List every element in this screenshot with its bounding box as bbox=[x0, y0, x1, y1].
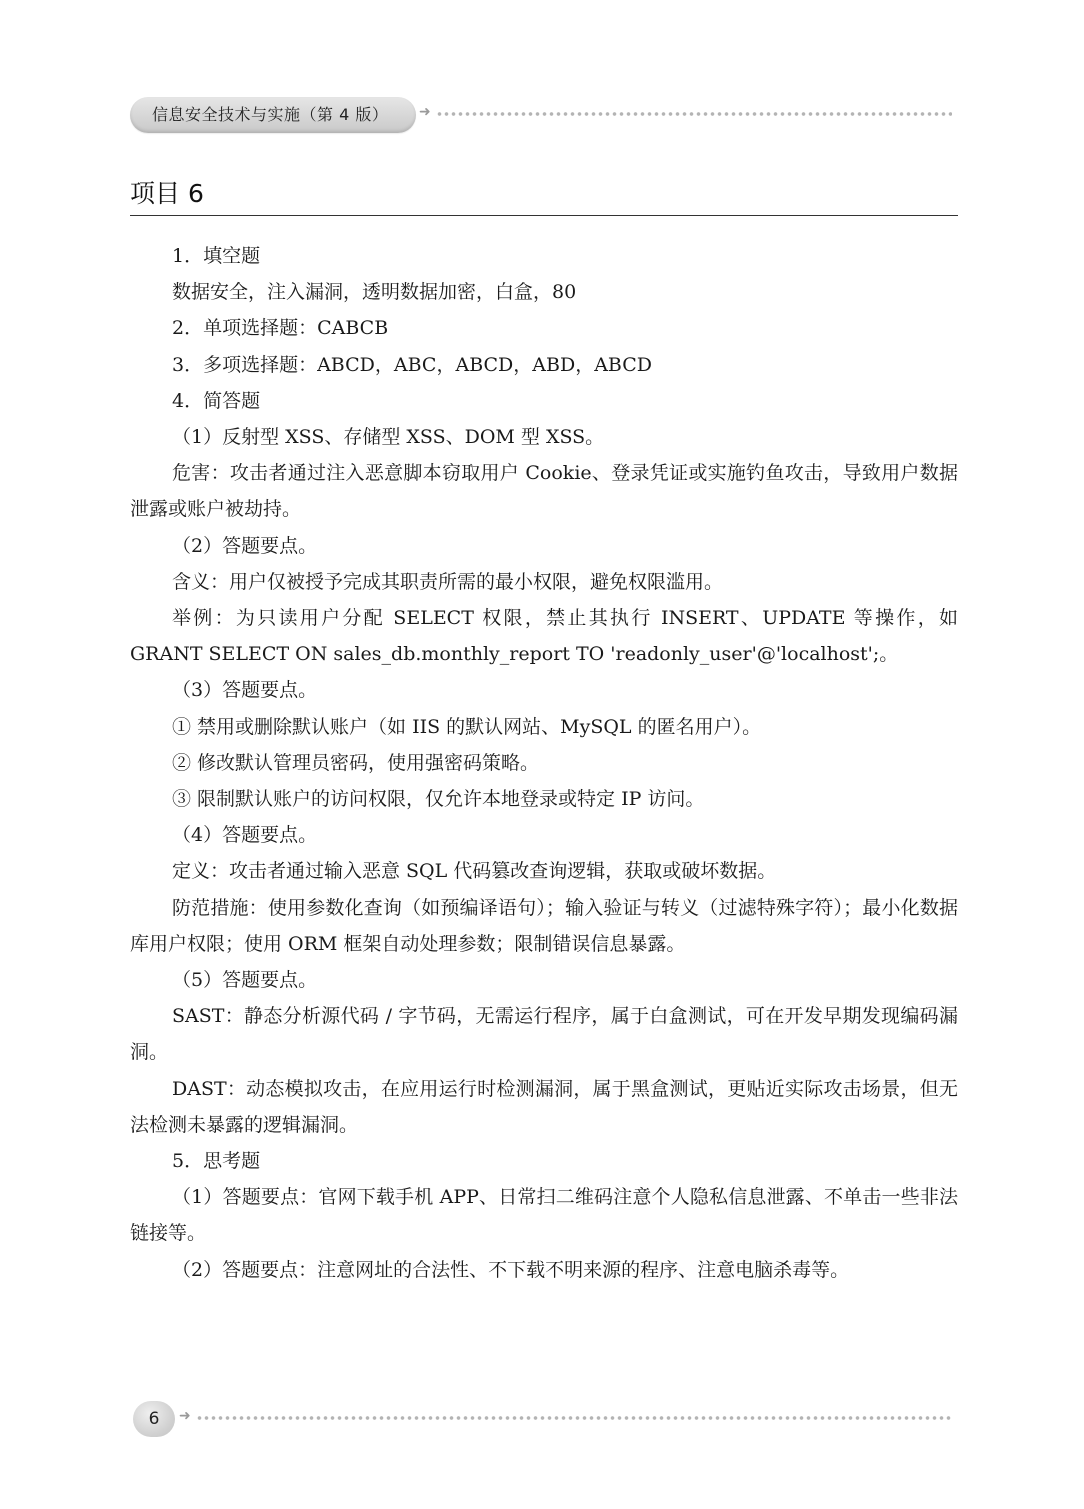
answer-fill-blank: 数据安全，注入漏洞，透明数据加密，白盒，80 bbox=[172, 281, 577, 304]
answer-paragraph: 定义：攻击者通过输入恶意 SQL 代码篡改查询逻辑，获取或破坏数据。 bbox=[172, 860, 777, 883]
answer-paragraph: （2）答题要点。 bbox=[172, 534, 318, 557]
page-number: 6 bbox=[148, 1409, 160, 1429]
heading-fill-blank: 1．填空题 bbox=[172, 245, 261, 267]
answer-single-choice: 2．单项选择题：CABCB bbox=[172, 317, 389, 340]
answer-paragraph: ③ 限制默认账户的访问权限，仅允许本地登录或特定 IP 访问。 bbox=[172, 788, 705, 811]
footer-dotted-rule bbox=[196, 1415, 952, 1421]
answer-multiple-choice: 3．多项选择题：ABCD，ABC，ABCD，ABD，ABCD bbox=[172, 353, 653, 376]
header-dotted-rule bbox=[436, 111, 952, 117]
section-title-rule bbox=[130, 215, 958, 216]
header-arrow-icon: ➜ bbox=[419, 104, 431, 120]
answer-paragraph: （2）答题要点：注意网址的合法性、不下载不明来源的程序、注意电脑杀毒等。 bbox=[172, 1258, 850, 1281]
answer-paragraph: 举例：为只读用户分配 SELECT 权限，禁止其执行 INSERT、UPDATE 等操作，如 GRANT SELECT ON sales_db.monthly_report TO 'readonly_user'@'localhost';。 bbox=[130, 607, 958, 666]
answer-paragraph: （1）反射型 XSS、存储型 XSS、DOM 型 XSS。 bbox=[172, 426, 605, 449]
book-title: 信息安全技术与实施（第 4 版） bbox=[152, 105, 389, 124]
answer-paragraph: （1）答题要点：官网下载手机 APP、日常扫二维码注意个人隐私信息泄露、不单击一些非法链接等。 bbox=[130, 1186, 958, 1245]
answer-paragraph: ① 禁用或删除默认账户（如 IIS 的默认网站、MySQL 的匿名用户）。 bbox=[172, 715, 762, 738]
answer-paragraph: DAST：动态模拟攻击，在应用运行时检测漏洞，属于黑盒测试，更贴近实际攻击场景，但无法检测未暴露的逻辑漏洞。 bbox=[130, 1077, 958, 1136]
answer-paragraph: SAST：静态分析源代码 / 字节码，无需运行程序，属于白盒测试，可在开发早期发现编码漏洞。 bbox=[130, 1005, 958, 1064]
answer-paragraph: ② 修改默认管理员密码，使用强密码策略。 bbox=[172, 751, 540, 774]
answer-paragraph: （5）答题要点。 bbox=[172, 969, 318, 992]
section-title: 项目 6 bbox=[130, 179, 204, 208]
answer-paragraph: （3）答题要点。 bbox=[172, 679, 318, 702]
heading-short-answer: 4．简答题 bbox=[172, 389, 261, 412]
book-title-badge bbox=[130, 97, 416, 133]
heading-thinking: 5．思考题 bbox=[172, 1150, 261, 1173]
page-number-badge bbox=[133, 1401, 175, 1437]
answer-paragraph: （4）答题要点。 bbox=[172, 824, 318, 847]
answer-content bbox=[130, 238, 958, 1288]
answer-paragraph: 防范措施：使用参数化查询（如预编译语句）；输入验证与转义（过滤特殊字符）；最小化数据库用户权限；使用 ORM 框架自动处理参数；限制错误信息暴露。 bbox=[130, 896, 958, 955]
answer-paragraph: 含义：用户仅被授予完成其职责所需的最小权限，避免权限滥用。 bbox=[172, 570, 724, 593]
footer-arrow-icon: ➜ bbox=[179, 1408, 191, 1424]
answer-paragraph: 危害：攻击者通过注入恶意脚本窃取用户 Cookie、登录凭证或实施钓鱼攻击，导致用户数据泄露或账户被劫持。 bbox=[130, 462, 958, 521]
